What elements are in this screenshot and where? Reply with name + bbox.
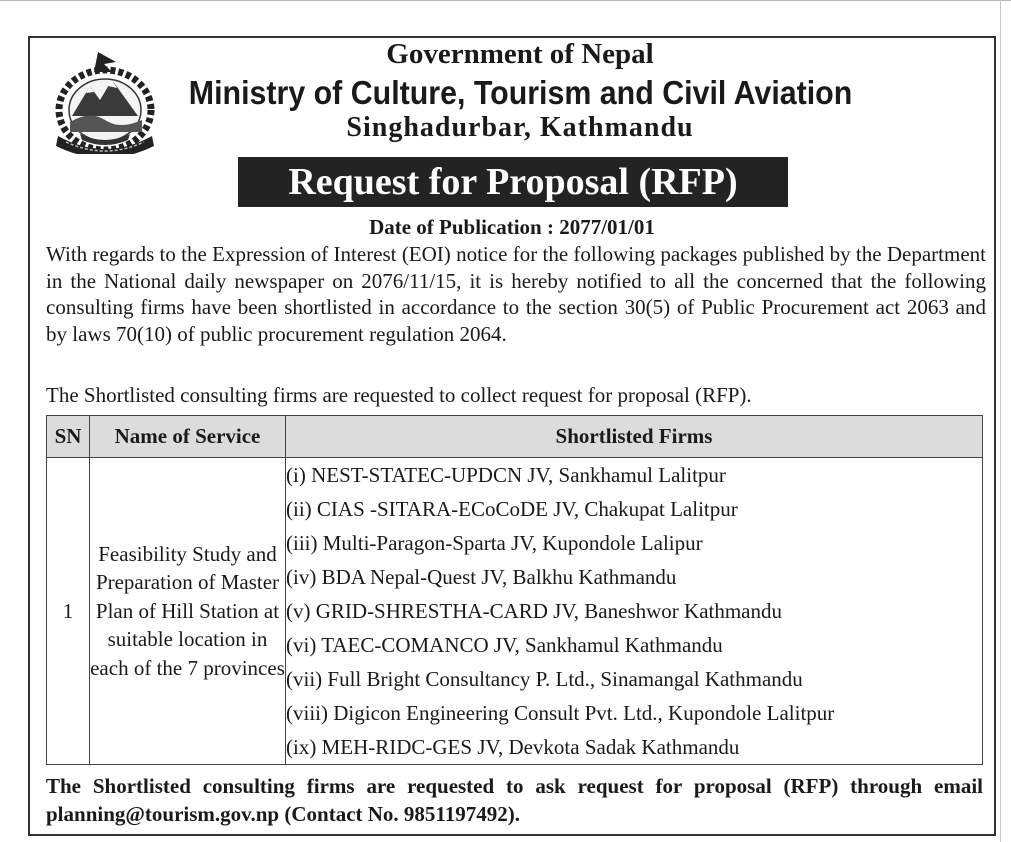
intro-paragraph: With regards to the Expression of Interest (EOI) notice for the following packages published by the Department in the National daily newspaper on 2076/11/15, it is hereby notified to all the concerned that the following consulting firms have been shortlisted in accordance to the section 30(5) of Public Procurement act 2063 and by laws 70(10) of public procurement regulation 2064.: [46, 242, 986, 346]
firm-item: (ii) CIAS -SITARA-ECoCoDE JV, Chakupat Lalitpur: [286, 497, 738, 521]
firm-item: (vi) TAEC-COMANCO JV, Sankhamul Kathmandu: [286, 633, 723, 657]
row-firms-list: [286, 458, 983, 765]
row-sn: 1: [47, 458, 90, 765]
firm-item: (vii) Full Bright Consultancy P. Ltd., Sinamangal Kathmandu: [286, 667, 803, 691]
ministry-location: Singhadurbar, Kathmandu: [346, 112, 694, 143]
firm-item: (i) NEST-STATEC-UPDCN JV, Sankhamul Lalitpur: [286, 463, 726, 487]
firm-item: (iv) BDA Nepal-Quest JV, Balkhu Kathmandu: [286, 565, 677, 589]
row-service: Feasibility Study and Preparation of Master Plan of Hill Station at suitable location in each of the 7 provinces: [90, 458, 286, 765]
header-service: Name of Service: [90, 416, 286, 458]
ministry-title: Ministry of Culture, Tourism and Civil Aviation: [188, 74, 853, 111]
collect-rfp-notice: The Shortlisted consulting firms are requested to collect request for proposal (RFP).: [46, 383, 752, 407]
publication-date: Date of Publication : 2077/01/01: [369, 215, 655, 239]
header-sn: SN: [47, 416, 90, 458]
firm-item: (viii) Digicon Engineering Consult Pvt. Ltd., Kupondole Lalitpur: [286, 701, 835, 725]
firm-item: (ix) MEH-RIDC-GES JV, Devkota Sadak Kathmandu: [286, 735, 740, 759]
rfp-banner: Request for Proposal (RFP): [238, 157, 788, 207]
header-firms: Shortlisted Firms: [286, 416, 983, 458]
table-row: [47, 458, 983, 765]
page-edge-right: [1000, 0, 1001, 842]
firm-item: (v) GRID-SHRESTHA-CARD JV, Baneshwor Kathmandu: [286, 599, 783, 623]
table-header-row: [47, 416, 983, 458]
nepal-coat-of-arms-icon: [50, 50, 160, 154]
footer-contact-notice: The Shortlisted consulting firms are requested to ask request for proposal (RFP) through email planning@tourism.gov.np (Contact No. 9851197492).: [46, 774, 983, 826]
firm-item: (iii) Multi-Paragon-Sparta JV, Kupondole Lalipur: [286, 531, 703, 555]
government-title: Government of Nepal: [386, 38, 654, 70]
page-edge-top: [0, 0, 1011, 1]
shortlist-table: [46, 415, 983, 765]
